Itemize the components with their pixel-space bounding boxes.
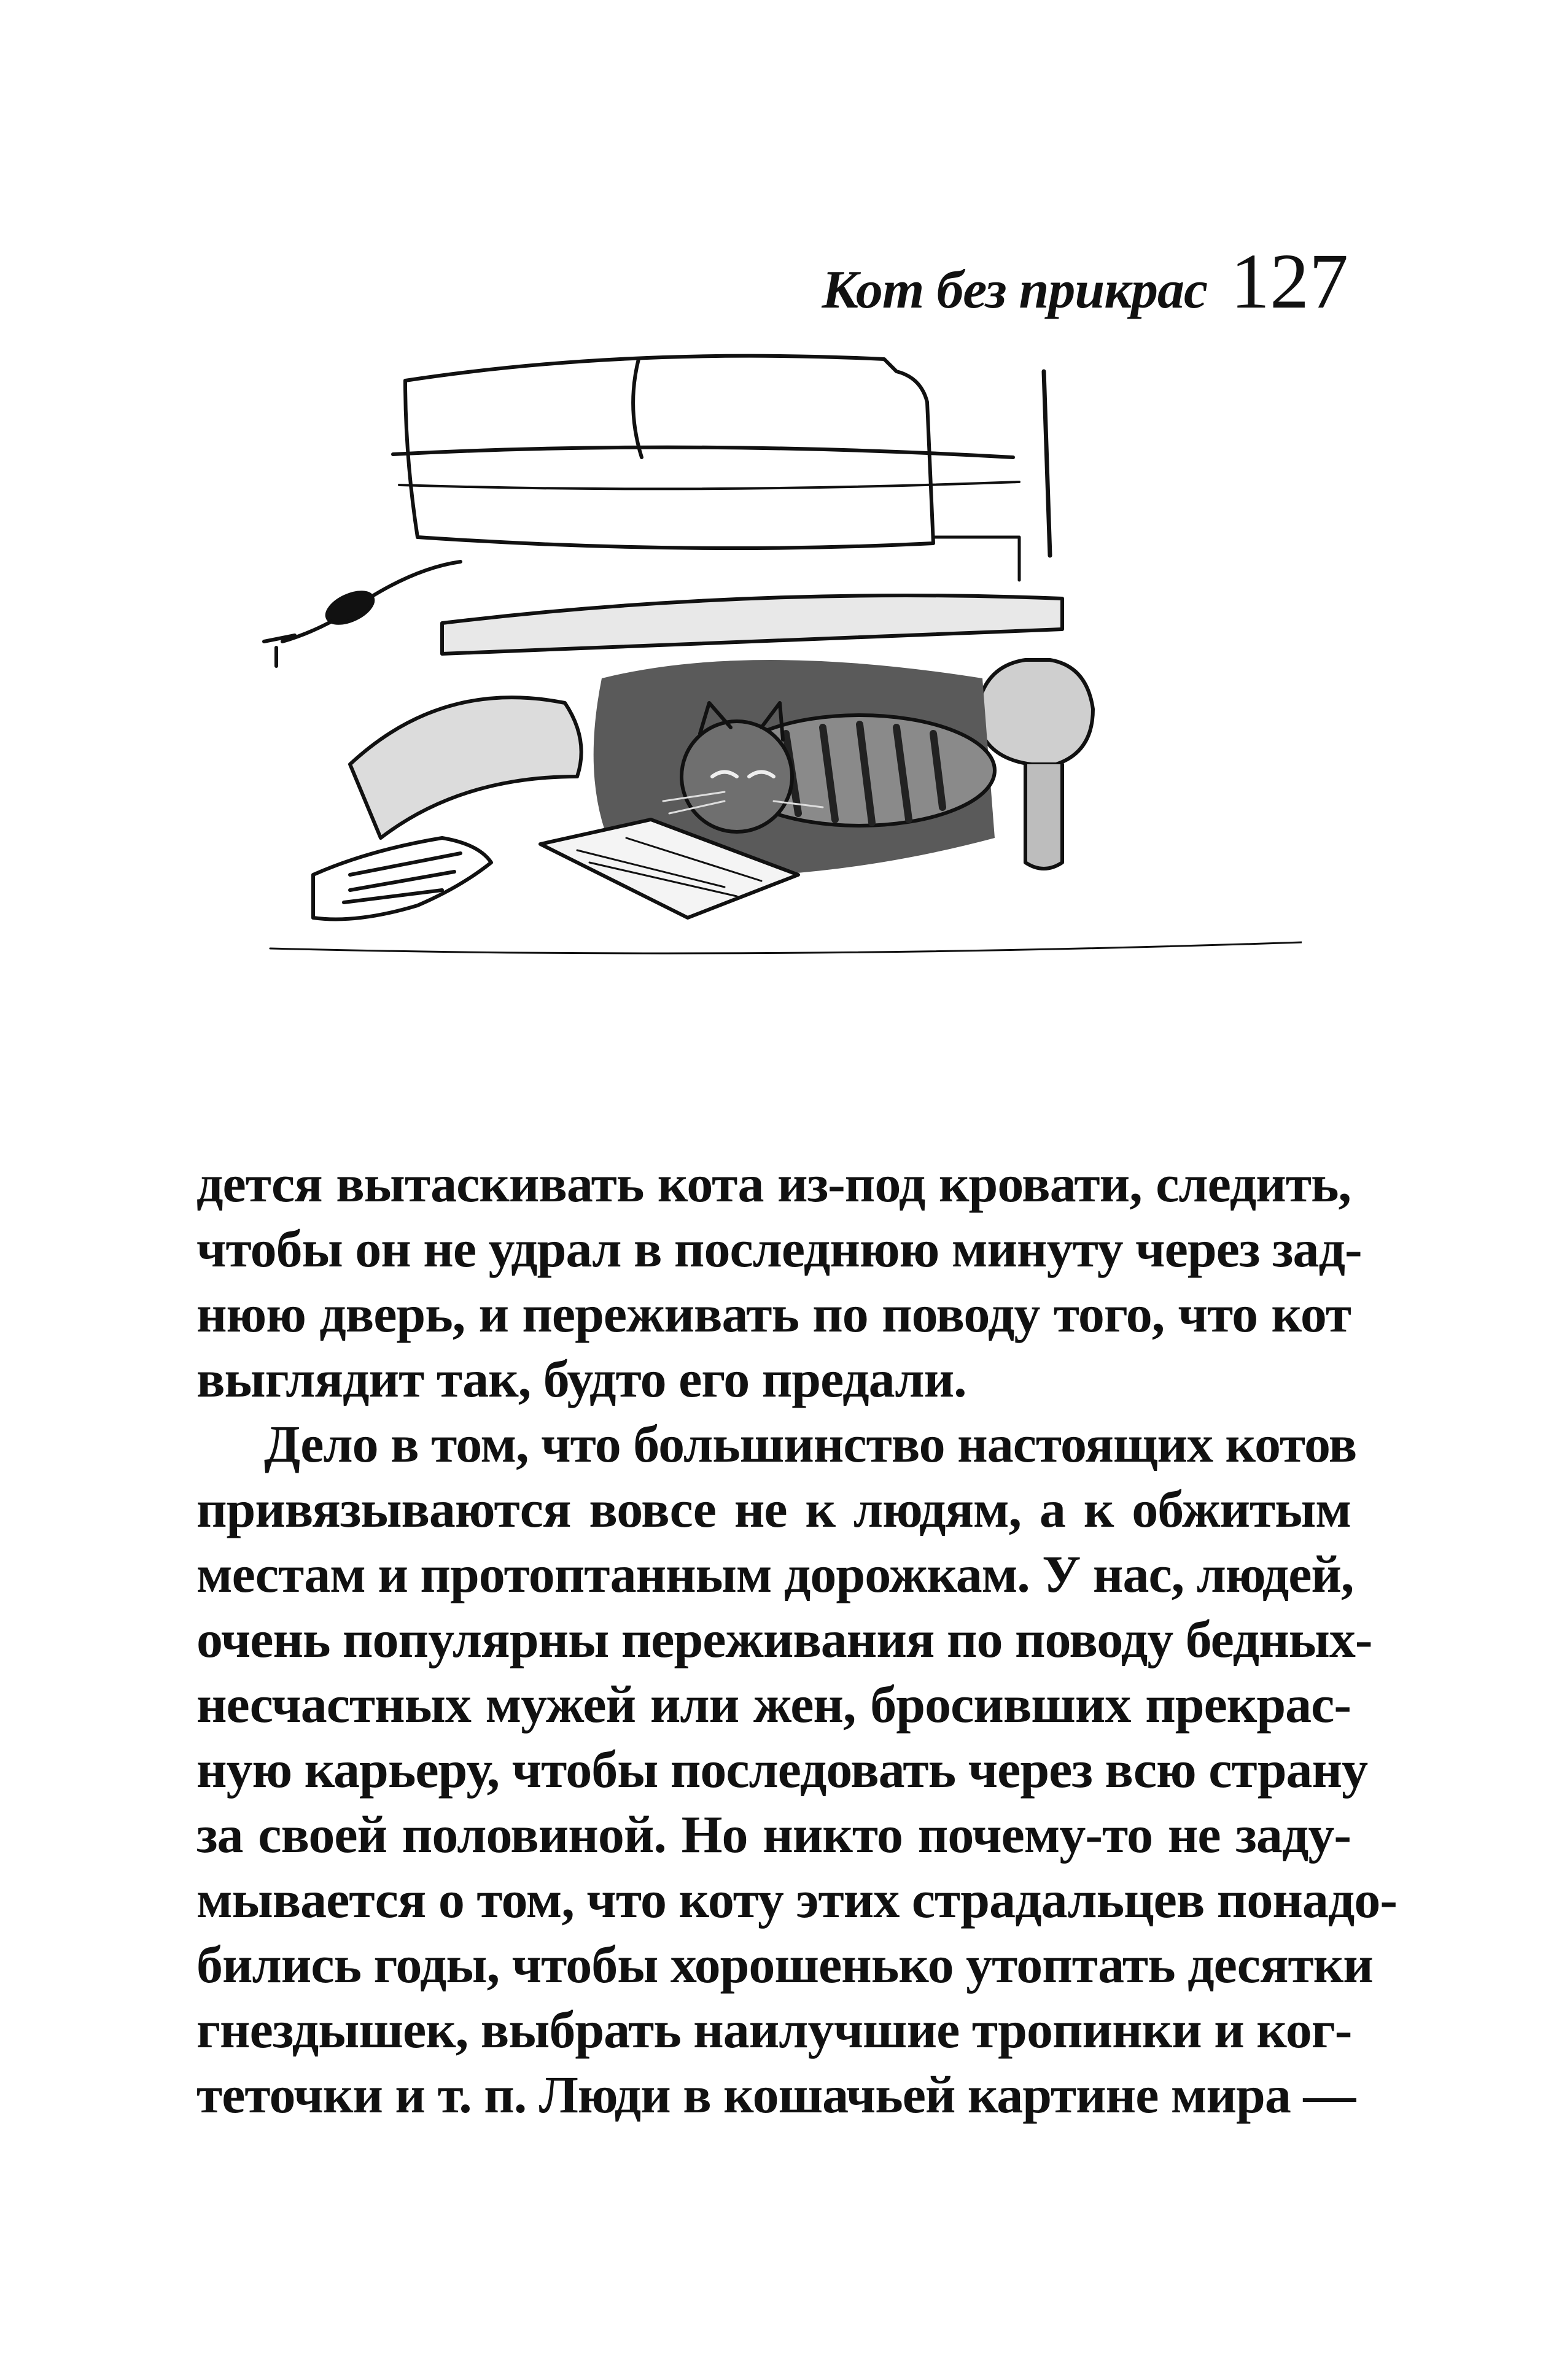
- text-line: очень популярны переживания по поводу бедных-: [196, 1610, 1372, 1669]
- page-number: 127: [1230, 238, 1348, 325]
- text-line: теточки и т. п. Люди в кошачьей картине мира —: [196, 2065, 1356, 2124]
- body-text: [196, 1151, 1397, 2127]
- page-header: [822, 236, 1348, 327]
- cat-under-bed-illustration-icon: [258, 335, 1302, 1059]
- bed-frame: [442, 595, 1062, 654]
- running-title: Кот без прикрас: [822, 260, 1207, 320]
- bed-cushion-seam: [633, 359, 642, 457]
- text-line: дется вытаскивать кота из-под кровати, следить,: [196, 1154, 1351, 1213]
- bed-leg: [976, 660, 1093, 764]
- text-line: несчастных мужей или жен, бросивших прекрас-: [196, 1675, 1351, 1734]
- text-line: нюю дверь, и переживать по поводу того, что кот: [196, 1284, 1351, 1343]
- text-line: ную карьеру, чтобы последовать через всю страну: [196, 1740, 1368, 1799]
- bed-edge-line: [393, 448, 1013, 457]
- text-line: гнездышек, выбрать наилучшие тропинки и ког-: [196, 2000, 1352, 2059]
- person-hand: [313, 838, 491, 920]
- text-line: местам и протоптанным дорожкам. У нас, людей,: [196, 1545, 1354, 1603]
- person-arm: [350, 697, 581, 838]
- paragraph-1: [196, 1151, 1362, 1411]
- paragraph-2: [196, 1411, 1397, 2127]
- text-line: Дело в том, что большинство настоящих котов: [264, 1414, 1357, 1473]
- text-line: чтобы он не удрал в последнюю минуту через зад-: [196, 1219, 1362, 1278]
- text-line: выглядит так, будто его предали.: [196, 1349, 966, 1408]
- floor-line: [270, 942, 1302, 953]
- text-line: привязываются вовсе не к людям, а к обжитым: [196, 1479, 1351, 1538]
- text-line: бились годы, чтобы хорошенько утоптать десятки: [196, 1935, 1373, 1994]
- text-line: мывается о том, что коту этих страдальцев понадо-: [196, 1870, 1397, 1929]
- text-line: за своей половиной. Но никто почему-то не заду-: [196, 1805, 1351, 1864]
